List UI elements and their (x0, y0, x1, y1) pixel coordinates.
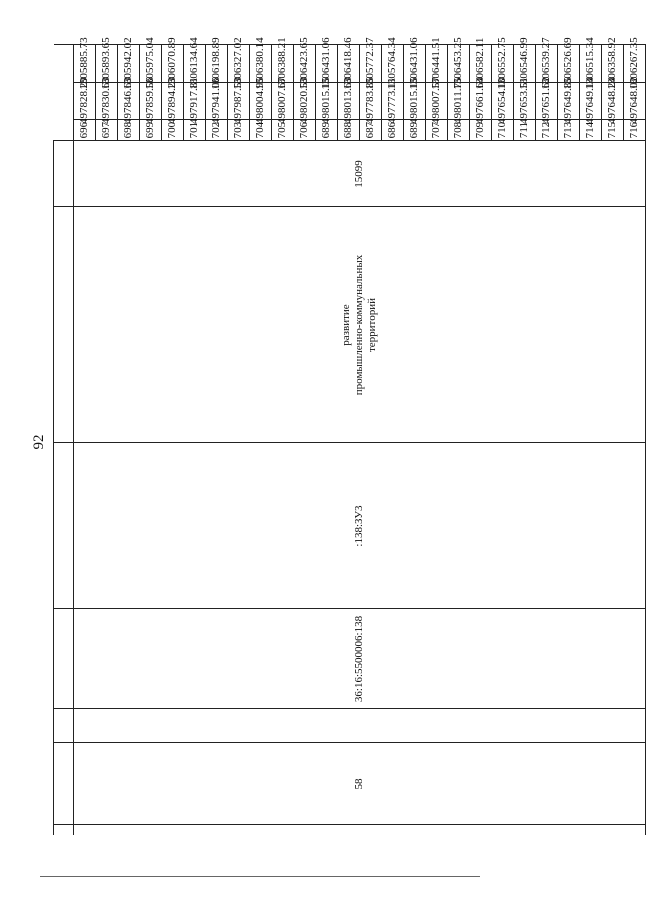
coord-y: 1306388.21 (272, 46, 293, 83)
point-number: 704 (254, 121, 267, 139)
point-number: 702 (210, 121, 223, 139)
point-number: 703 (232, 121, 245, 139)
coord-x: 497649.85 (558, 83, 579, 120)
table-frame-row (54, 45, 74, 835)
bottom-rule (40, 876, 480, 877)
coord-y: 1305893.65 (96, 46, 117, 83)
frame-points-header (54, 45, 74, 141)
point-cell (74, 37, 96, 141)
point-number: 686 (386, 121, 399, 139)
land-use-purpose (74, 207, 646, 443)
point-number: 705 (276, 121, 289, 139)
purpose-line: промышленно-коммунальных (353, 254, 365, 396)
point-cell (536, 37, 558, 141)
coord-x: 497917.81 (184, 83, 205, 120)
coord-x: 497859.56 (140, 83, 161, 120)
coord-y: 1306267.35 (624, 46, 645, 83)
coord-y: 1306552.75 (492, 46, 513, 83)
coord-y: 1306134.64 (184, 46, 205, 83)
point-number: 716 (628, 121, 641, 139)
frame-gap-cell-2 (54, 709, 74, 743)
point-cell (294, 37, 316, 141)
frame-purpose-cell (54, 207, 74, 443)
coord-x: 497828.29 (74, 83, 95, 120)
point-number: 699 (144, 121, 157, 139)
coord-y: 1306070.89 (162, 46, 183, 83)
coord-y: 1306539.27 (536, 46, 557, 83)
point-cell (514, 37, 536, 141)
point-cell (382, 37, 404, 141)
coord-x: 498011.75 (448, 83, 469, 120)
frame-gap-cell (54, 825, 74, 835)
point-number: 689 (408, 121, 421, 139)
point-number: 711 (518, 122, 531, 139)
point-number: 688 (342, 121, 355, 139)
coordinates-sheet (53, 37, 641, 835)
coord-x: 497661.64 (470, 83, 491, 120)
coord-y: 1306327.02 (228, 46, 249, 83)
point-cell (96, 37, 118, 141)
coord-x: 498004.95 (250, 83, 271, 120)
table-row (74, 45, 96, 835)
point-number: 698 (122, 121, 135, 139)
point-number: 706 (298, 121, 311, 139)
point-cell (426, 37, 448, 141)
parcel-coordinates-table (53, 37, 646, 836)
frame-index-cell (54, 743, 74, 825)
coord-x: 497846.63 (118, 83, 139, 120)
point-cell (250, 37, 272, 141)
coord-x: 497894.23 (162, 83, 183, 120)
coord-x: 498007.67 (272, 83, 293, 120)
frame-cadastral-cell (54, 609, 74, 709)
coord-x: 498013.63 (338, 83, 359, 120)
coord-x: 497783.85 (360, 83, 381, 120)
coord-y: 1306526.69 (558, 46, 579, 83)
point-cell (448, 37, 470, 141)
coord-y: 1305772.37 (360, 46, 381, 83)
frame-area-cell (54, 141, 74, 207)
point-cell (404, 37, 426, 141)
coord-x: 498015.15 (404, 83, 425, 120)
parcel-area: 15099 (74, 141, 646, 207)
point-cell (360, 37, 382, 141)
point-number: 700 (166, 121, 179, 139)
coord-y: 1306431.06 (404, 46, 425, 83)
point-cell (206, 37, 228, 141)
frame-code-cell (54, 443, 74, 609)
coord-y: 1306358.92 (602, 46, 623, 83)
coord-y: 1306380.14 (250, 46, 271, 83)
point-cell (184, 37, 206, 141)
purpose-line: территорий (366, 298, 378, 353)
coord-x: 498020.53 (294, 83, 315, 120)
point-cell (338, 37, 360, 141)
coord-y: 1306418.46 (338, 46, 359, 83)
point-cell (624, 37, 646, 141)
point-number: 714 (584, 121, 597, 139)
coord-x: 497648.02 (624, 83, 645, 120)
coord-x: 497941.06 (206, 83, 227, 120)
point-number: 715 (606, 121, 619, 139)
point-cell (118, 37, 140, 141)
coord-y: 1306546.99 (514, 46, 535, 83)
point-cell (580, 37, 602, 141)
record-index: 58 (74, 743, 646, 825)
coord-x: 497649.14 (580, 83, 601, 120)
coord-y: 1306423.65 (294, 46, 315, 83)
point-number: 708 (452, 121, 465, 139)
coord-y: 1306441.51 (426, 46, 447, 83)
purpose-line: развитие (340, 304, 352, 346)
coord-y: 1306582.11 (470, 46, 491, 83)
coord-y: 1306198.89 (206, 46, 227, 83)
coord-y: 1305942.02 (118, 46, 139, 83)
coord-x: 497653.51 (514, 83, 535, 120)
coord-x: 498015.15 (316, 83, 337, 120)
point-number: 687 (364, 121, 377, 139)
parcel-code: :138:ЗУ3 (74, 443, 646, 609)
page-number: 92 (31, 434, 47, 450)
point-number: 701 (188, 121, 201, 139)
coord-x: 497654.10 (492, 83, 513, 120)
cadastral-number: 36:16:5500006:138 (74, 609, 646, 709)
point-number: 710 (496, 121, 509, 139)
rotated-table-wrapper (53, 37, 641, 835)
coord-y: 1306431.06 (316, 46, 337, 83)
point-cell (316, 37, 338, 141)
point-number: 712 (540, 121, 553, 139)
point-number: 709 (474, 121, 487, 139)
point-cell (140, 37, 162, 141)
point-cell (228, 37, 250, 141)
coord-y: 1306515.34 (580, 46, 601, 83)
gap-cell (74, 825, 646, 835)
point-cell (470, 37, 492, 141)
point-number: 697 (100, 121, 113, 139)
coord-y: 1305975.04 (140, 46, 161, 83)
point-cell (492, 37, 514, 141)
coord-y: 1305885.73 (74, 46, 95, 83)
coord-x: 497830.63 (96, 83, 117, 120)
point-number: 707 (430, 121, 443, 139)
coord-y: 1305764.34 (382, 46, 403, 83)
point-cell (162, 37, 184, 141)
coord-x: 497648.24 (602, 83, 623, 120)
coord-y: 1306453.25 (448, 46, 469, 83)
gap-cell-2 (74, 709, 646, 743)
point-number: 713 (562, 121, 575, 139)
point-cell (558, 37, 580, 141)
coord-x: 497987.53 (228, 83, 249, 120)
point-cell (272, 37, 294, 141)
coord-x: 498007.57 (426, 83, 447, 120)
table-body (54, 37, 646, 835)
coord-x: 497651.62 (536, 83, 557, 120)
point-cell (602, 37, 624, 141)
point-number: 689 (320, 121, 333, 139)
coord-x: 497773.11 (382, 83, 403, 120)
point-number: 696 (78, 121, 91, 139)
